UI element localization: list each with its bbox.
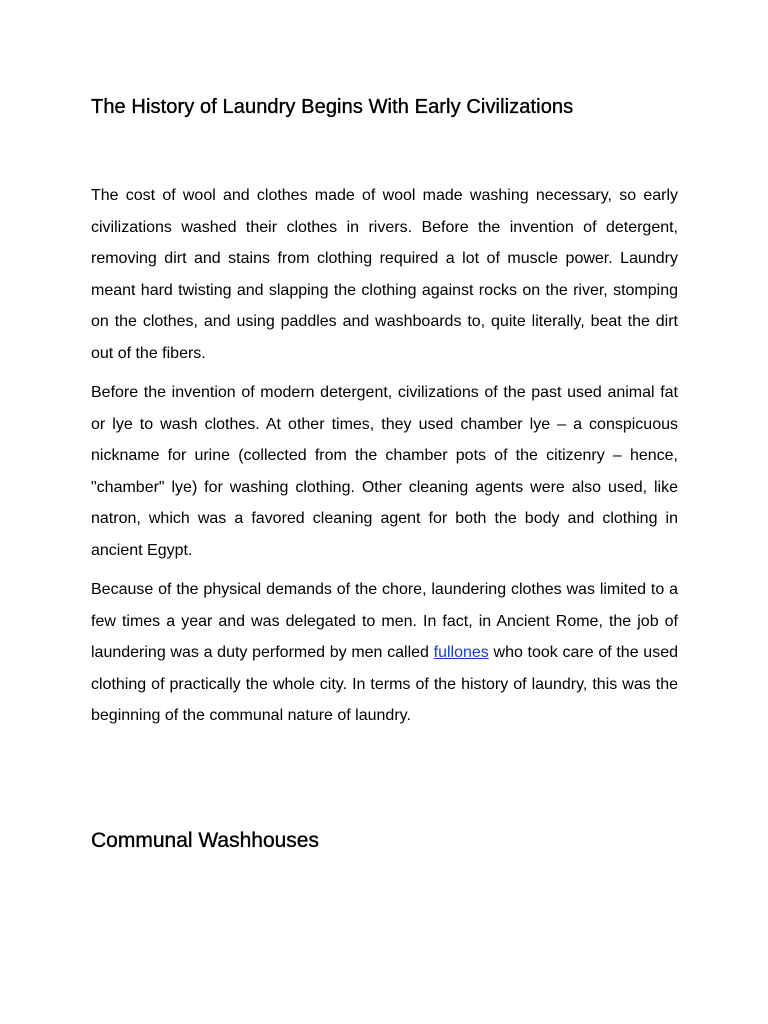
- paragraph-wool-washing: The cost of wool and clothes made of wool made washing necessary, so early civilizations washed their clothes in rivers. Before the invention of detergent, removing dirt and stains from clothing required a lot of muscle power. Laundry meant hard twisting and slapping the clothing against rocks on the river, stomping on the clothes, and using paddles and washboards to, quite literally, beat the dirt out of the fibers.: [91, 187, 678, 362]
- section-heading: Communal Washhouses: [91, 829, 319, 852]
- paragraph-fullones: [91, 574, 678, 732]
- page-title: The History of Laundry Begins With Early Civilizations: [91, 96, 574, 118]
- paragraph-cleaning-agents: Before the invention of modern detergent, civilizations of the past used animal fat or lye to wash clothes. At other times, they used chamber lye – a conspicuous nickname for urine (collected from the chamber pots of the citizenry – hence, "chamber" lye) for washing clothing. Other cleaning agents were also used, like natron, which was a favored cleaning agent for both the body and clothing in ancient Egypt.: [91, 384, 678, 559]
- paragraph-text-before-link: Because of the physical demands of the chore, laundering clothes was limited to a few times a year and was delegated to men. In fact, in Ancient Rome, the job of laundering was a duty performed by men called: [91, 581, 678, 661]
- fullones-link[interactable]: fullones: [433, 644, 489, 661]
- paragraph-text-after-link: who took care of the used clothing of practically the whole city. In terms of the history of laundry, this was the beginning of the communal nature of laundry.: [91, 644, 678, 724]
